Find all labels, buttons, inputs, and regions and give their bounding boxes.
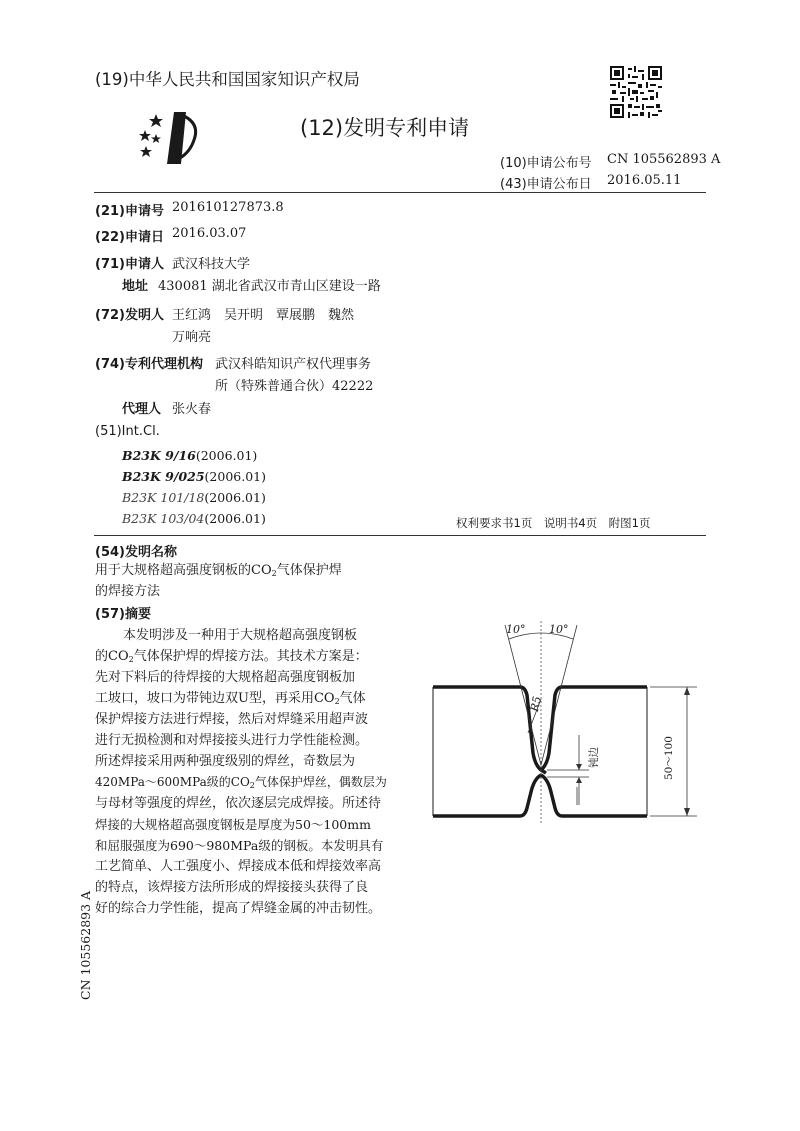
abstract-line: 的特点，该焊接方法所形成的焊接接头获得了良 [95, 880, 369, 895]
application-number-label: (21)申请号 [95, 204, 164, 219]
address-label: 地址 [122, 279, 149, 294]
radius-label: R5 [528, 695, 544, 713]
inventors-line2: 万响亮 [172, 330, 212, 345]
document-type: (12)发明专利申请 [300, 116, 470, 140]
lower-plate-outline-right [541, 775, 647, 816]
biblio-divider [94, 535, 706, 536]
ipc-entry [122, 466, 266, 485]
ipc-date: (2006.01) [195, 448, 258, 463]
abstract-line: 的$CO_2$气体保护焊的焊接方法。其技术方案是： [95, 649, 368, 664]
address: 430081 湖北省武汉市青山区建设一路 [158, 279, 381, 294]
header-divider [94, 192, 706, 193]
cnipa-emblem-icon [134, 108, 204, 168]
ipc-date: (2006.01) [204, 511, 266, 526]
inventors-line1: 王红鸿 吴开明 覃展鹏 魏然 [172, 308, 355, 323]
ipc-label: (51)Int.Cl. [95, 424, 160, 439]
ipc-entry [122, 445, 257, 464]
ipc-code: B23K 9/025 [122, 469, 205, 484]
abstract-line: 和屈服强度为690～980MPa级的钢板。本发明具有 [95, 838, 384, 853]
application-number: 201610127873.8 [172, 200, 284, 215]
agency-line1: 武汉科皓知识产权代理事务 [215, 357, 372, 372]
ipc-date: (2006.01) [204, 490, 266, 505]
abstract-line: 进行无损检测和对焊接接头进行力学性能检测。 [95, 733, 369, 748]
angle-right-label: 10° [549, 623, 569, 636]
agent-label: 代理人 [122, 402, 162, 417]
application-date: 2016.03.07 [172, 226, 247, 241]
applicant-label: (71)申请人 [95, 257, 164, 272]
abstract-label: (57)摘要 [95, 607, 151, 622]
inventors-label: (72)发明人 [95, 308, 164, 323]
office-name: (19)中华人民共和国国家知识产权局 [95, 70, 360, 89]
title-label: (54)发明名称 [95, 545, 177, 560]
agency-line2: 所（特殊普通合伙）42222 [215, 379, 374, 394]
agency-label: (74)专利代理机构 [95, 357, 203, 372]
abstract-line: 工坡口，坡口为带钝边双U型，再采用$CO_2$气体 [95, 691, 366, 706]
agent: 张火春 [172, 402, 212, 417]
ipc-entry [122, 487, 266, 506]
qr-code-icon [610, 66, 662, 118]
publication-date: 2016.05.11 [607, 173, 682, 188]
ipc-code: B23K 9/16 [122, 448, 196, 463]
abstract-line: 与母材等强度的焊丝，依次逐层完成焊接。所述待 [95, 796, 382, 811]
abstract-line: 工艺简单、人工强度小、焊接成本低和焊接效率高 [95, 859, 382, 874]
invention-title-line1: 用于大规格超高强度钢板的$CO_2$气体保护焊 [95, 563, 342, 578]
applicant: 武汉科技大学 [172, 257, 251, 272]
abstract-line: 焊接的大规格超高强度钢板是厚度为50～100mm [95, 817, 371, 832]
abstract-line: 420MPa～600MPa级的$CO_2$气体保护焊丝，偶数层为 [95, 775, 387, 790]
ipc-entry [122, 508, 266, 527]
ipc-code: B23K 103/04 [122, 511, 205, 526]
publication-number-label: (10)申请公布号 [500, 156, 592, 171]
publication-number: CN 105562893 A [607, 152, 721, 167]
application-date-label: (22)申请日 [95, 230, 164, 245]
lower-plate-outline [433, 775, 541, 816]
page-counts: 权利要求书1页 说明书4页 附图1页 [456, 516, 651, 530]
abstract-line: 好的综合力学性能，提高了焊缝金属的冲击韧性。 [95, 901, 382, 916]
thickness-label: 50～100 [663, 736, 675, 780]
groove-cross-section-figure [425, 615, 715, 830]
invention-title-line2: 的焊接方法 [95, 584, 161, 599]
blunt-edge-label: 钝边 [588, 747, 600, 768]
angle-left-label: 10° [506, 623, 526, 636]
abstract-line: 先对下料后的待焊接的大规格超高强度钢板加 [95, 670, 356, 685]
abstract-line: 保护焊接方法进行焊接，然后对焊缝采用超声波 [95, 712, 369, 727]
abstract-line: 所述焊接采用两种强度级别的焊丝，奇数层为 [95, 754, 356, 769]
ipc-date: (2006.01) [204, 469, 266, 484]
ipc-code: B23K 101/18 [122, 490, 205, 505]
abstract-line: 本发明涉及一种用于大规格超高强度钢板 [123, 628, 358, 643]
side-publication-number: CN 105562893 A [78, 890, 93, 1000]
publication-date-label: (43)申请公布日 [500, 177, 592, 192]
